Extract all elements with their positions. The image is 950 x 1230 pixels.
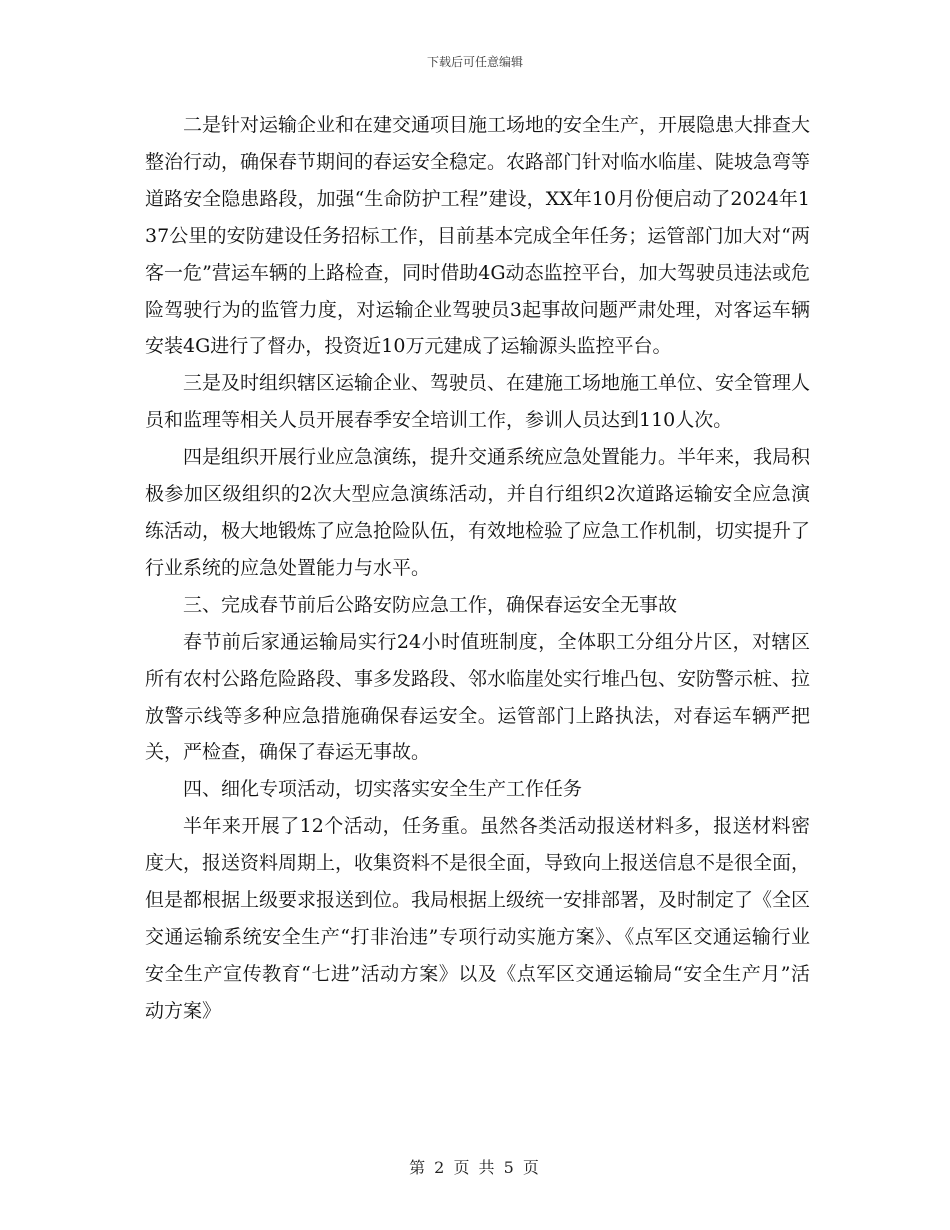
page-header: 下载后可任意编辑 xyxy=(426,55,523,69)
section-heading-spring-festival: 三、完成春节前后公路安防应急工作，确保春运安全无事故 xyxy=(183,593,678,616)
document-body xyxy=(145,107,810,1030)
paragraph-duty-system: 春节前后家通运输局实行24小时值班制度，全体职工分组分片区，对辖区所有农村公路危险路段、事多发路段、邻水临崖处实行堆凸包、安防警示桩、拉放警示线等多种应急措施确保春运安全。运管部门上路执法，对春运车辆严把关，严检查，确保了春运无事故。 xyxy=(145,630,811,764)
paragraph-activities-summary: 半年来开展了12个活动，任务重。虽然各类活动报送材料多，报送材料密度大，报送资料周期上，收集资料不是很全面，导致向上报送信息不是很全面，但是都根据上级要求报送到位。我局根据上级统一安排部署，及时制定了《全区交通运输系统安全生产“打非治违”专项行动实施方案》、《点军区交通运输行业安全生产宣传教育“七进”活动方案》以及《点军区交通运输局“安全生产月”活动方案》 xyxy=(145,815,811,1022)
section-heading-special-activities: 四、细化专项活动，切实落实安全生产工作任务 xyxy=(183,778,583,801)
paragraph-emergency-drills: 四是组织开展行业应急演练，提升交通系统应急处置能力。半年来，我局积极参加区级组织的2次大型应急演练活动，并自行组织2次道路运输安全应急演练活动，极大地锻炼了应急抢险队伍，有效地检验了应急工作机制，切实提升了行业系统的应急处置能力与水平。 xyxy=(145,446,811,579)
paragraph-safety-inspection: 二是针对运输企业和在建交通项目施工场地的安全生产，开展隐患大排查大整治行动，确保春节期间的春运安全稳定。农路部门针对临水临崖、陡坡急弯等道路安全隐患路段，加强“生命防护工程”建设，XX年10月份便启动了2024年137公里的安防建设任务招标工作，目前基本完成全年任务；运管部门加大对“两客一危”营运车辆的上路检查，同时借助4G动态监控平台，加大驾驶员违法或危险驾驶行为的监管力度，对运输企业驾驶员3起事故问题严肃处理，对客运车辆安装4G进行了督办，投资近10万元建成了运输源头监控平台。 xyxy=(145,114,811,358)
page-number-footer: 第 2 页 共 5 页 xyxy=(409,1158,541,1177)
paragraph-spring-training: 三是及时组织辖区运输企业、驾驶员、在建施工场地施工单位、安全管理人员和监理等相关人员开展春季安全培训工作，参训人员达到110人次。 xyxy=(145,372,811,432)
